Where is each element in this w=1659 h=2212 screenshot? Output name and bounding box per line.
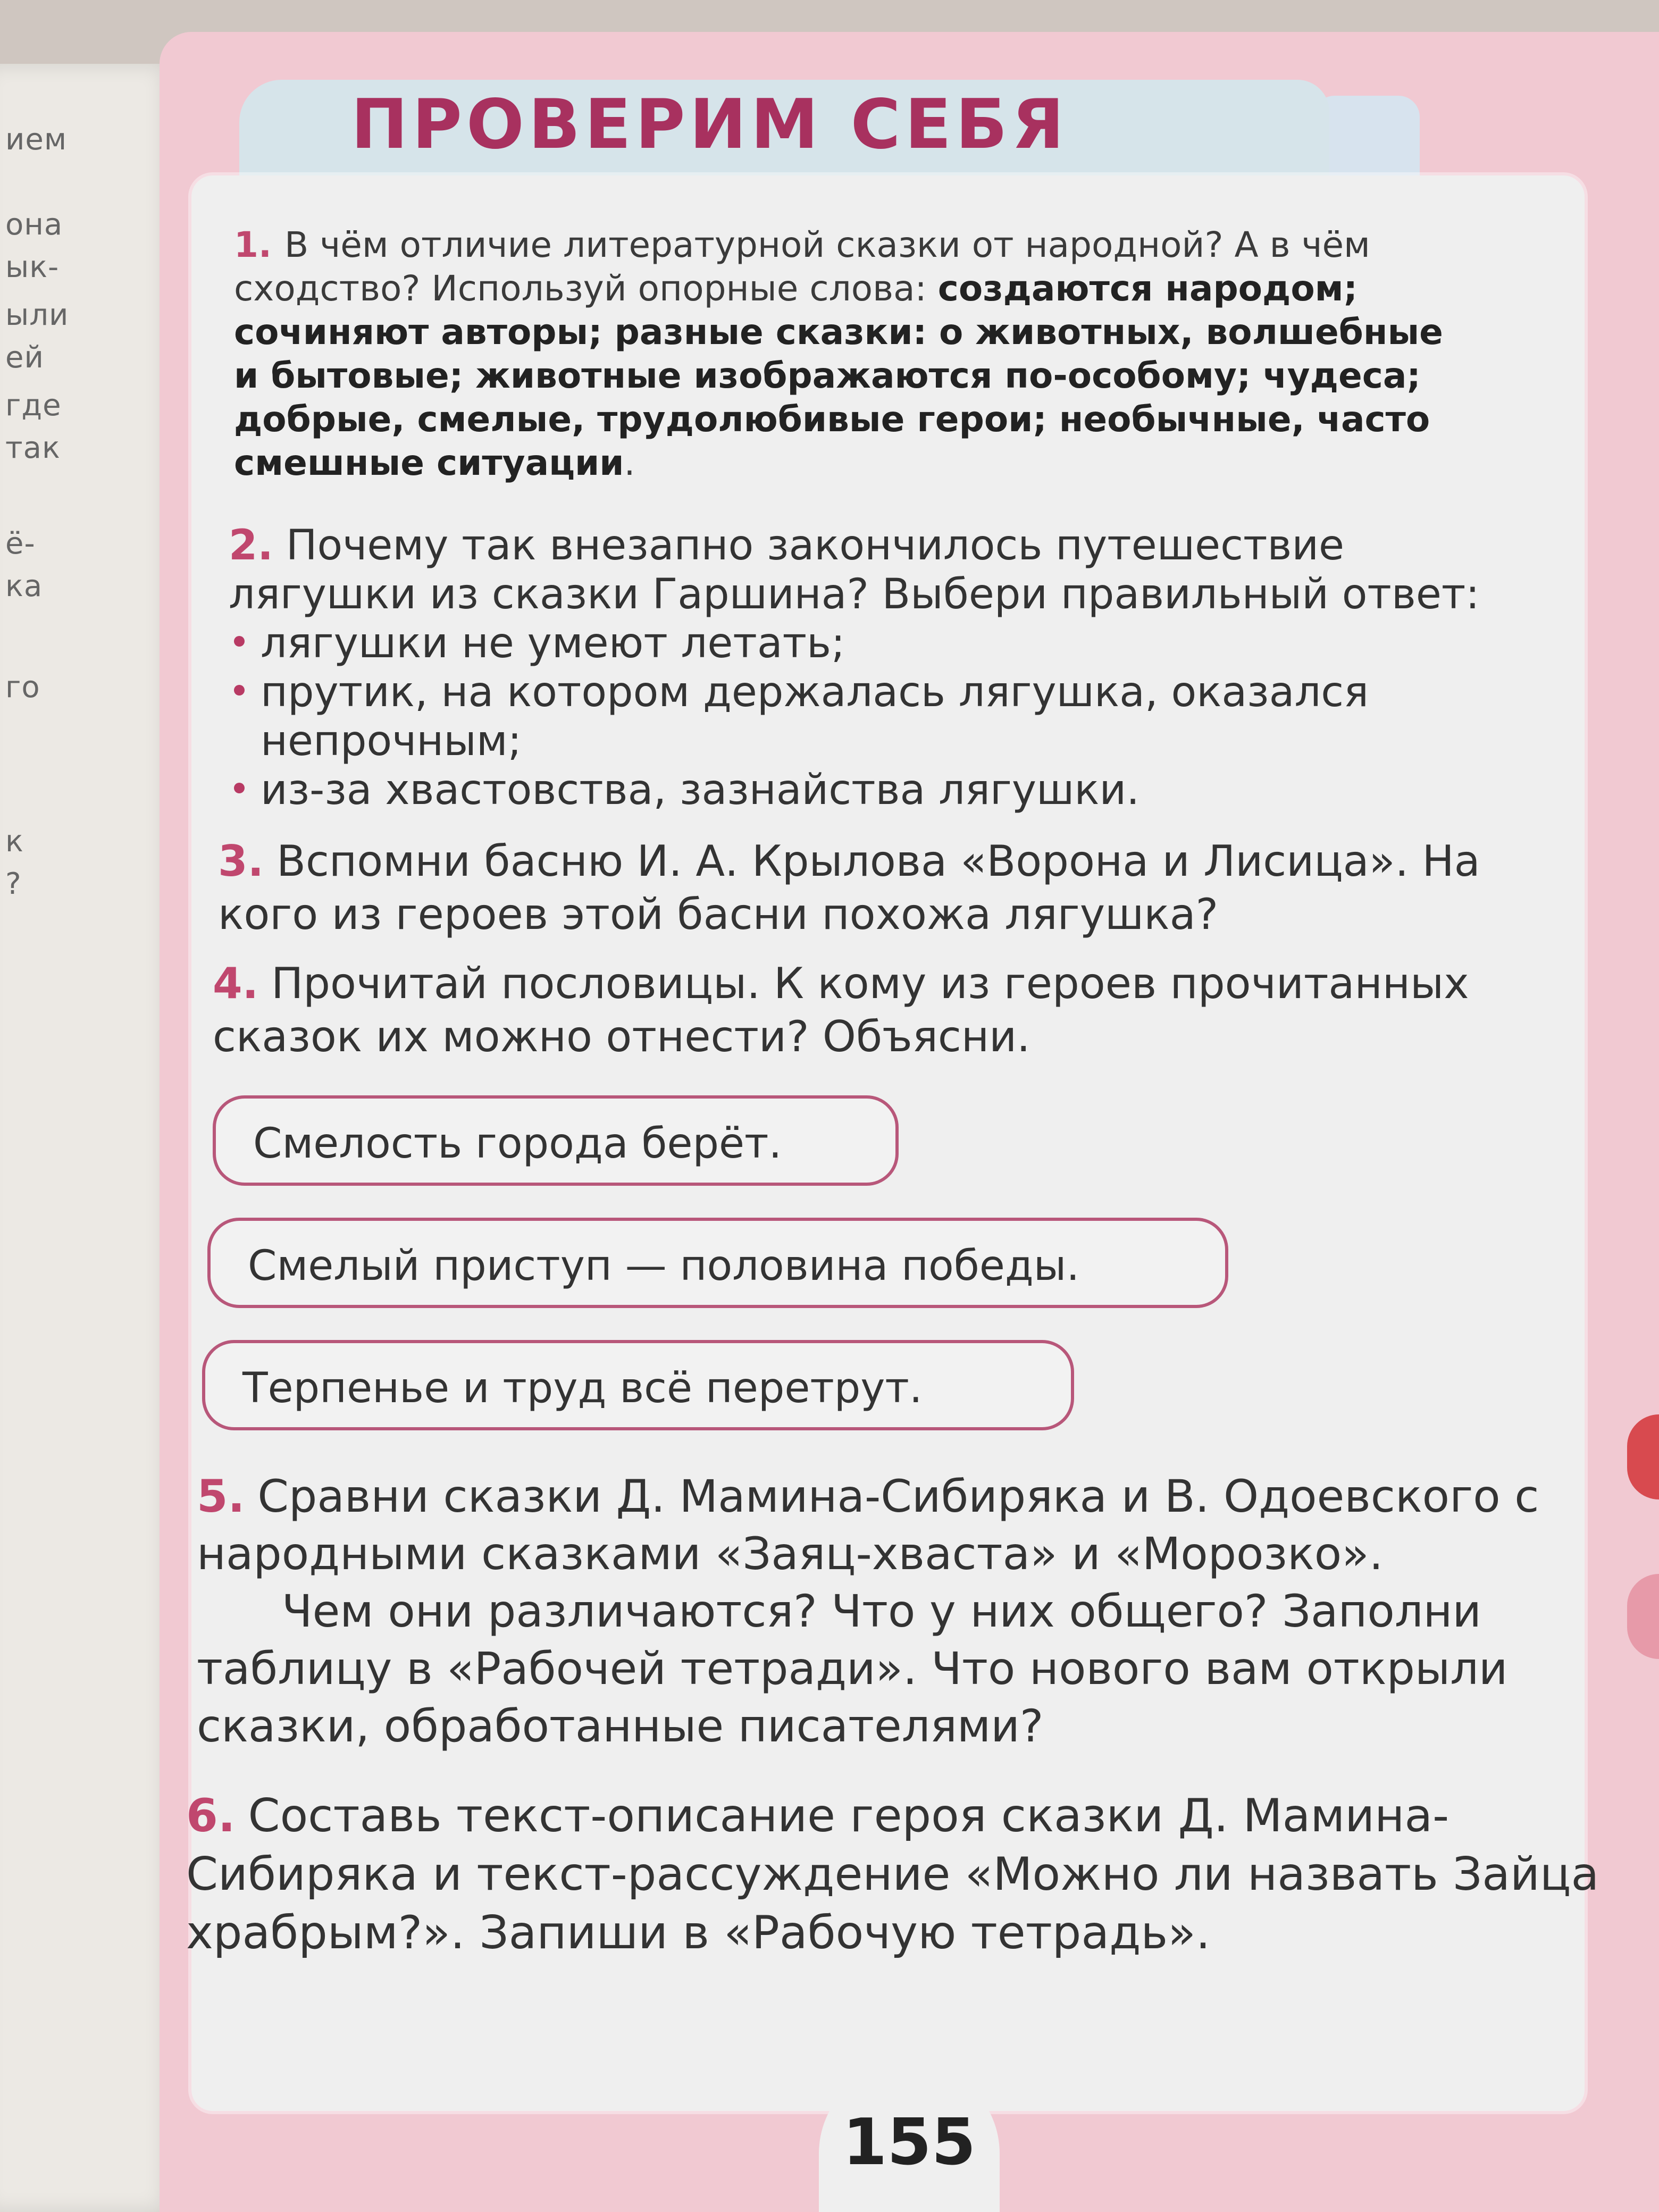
question-text-continued: Чем они различаются? Что у них общего? Заполни таблицу в «Рабочей тетради». Что нового вам открыли сказки, обработанные писателями? — [197, 1585, 1508, 1752]
question-4 — [213, 957, 1531, 1063]
page-number: 155 — [842, 2106, 976, 2180]
question-text: Составь текст-описание героя сказки Д. Мамина-Сибиряка и текст-рассуждение «Можно ли назвать Зайца храбрым?». Запиши в «Рабочую тетрадь». — [186, 1789, 1599, 1959]
proverb-box: Терпенье и труд всё перетрут. — [202, 1340, 1074, 1430]
answer-option: прутик, на котором держалась лягушка, оказался непрочным; — [229, 668, 1494, 766]
left-page-fragment: ей — [5, 340, 44, 375]
key-words: создаются народом; сочиняют авторы; разные сказки: о животных, волшебные и бытовые; животные изображаются по-особому; чудеса; добрые, смелые, трудолюбивые герои; необычные, часто смешные ситуации — [234, 268, 1443, 483]
left-page-fragment: ием — [5, 122, 68, 157]
question-number: 2. — [229, 522, 273, 569]
left-page-fragment: к — [5, 824, 24, 859]
left-page-fragment: ё- — [5, 526, 36, 561]
question-number: 5. — [197, 1470, 245, 1522]
proverb-box: Смелый приступ — половина победы. — [207, 1218, 1228, 1308]
question-text: Сравни сказки Д. Мамина-Сибиряка и В. Одоевского с народными сказками «Заяц-хваста» и «Морозко». — [197, 1470, 1539, 1580]
question-6 — [186, 1787, 1601, 1962]
left-page-fragment: ыли — [5, 298, 69, 332]
left-page — [0, 64, 181, 2212]
question-text: В чём отличие литературной сказки от народной? А в чём сходство? Используй опорные слова: — [234, 224, 1370, 309]
left-page-fragment: она — [5, 207, 63, 242]
question-text: Вспомни басню И. А. Крылова «Ворона и Лисица». На кого из героев этой басни похожа лягушка? — [218, 836, 1480, 939]
left-page-fragment: где — [5, 388, 62, 423]
question-5 — [197, 1468, 1579, 1755]
question-text-end: . — [624, 442, 635, 483]
left-page-fragment: го — [5, 670, 40, 705]
answer-option: лягушки не умеют летать; — [229, 619, 1494, 668]
left-page-fragment: ык- — [5, 250, 60, 284]
left-page-fragment: ? — [5, 867, 22, 901]
question-1 — [234, 223, 1473, 485]
left-page-fragment: так — [5, 431, 61, 465]
question-3 — [218, 835, 1505, 941]
question-number: 1. — [234, 224, 272, 265]
proverb-box: Смелость города берёт. — [213, 1095, 899, 1186]
left-page-fragment: ка — [5, 569, 43, 604]
question-2 — [229, 521, 1494, 815]
question-number: 4. — [213, 959, 259, 1008]
question-number: 3. — [218, 836, 264, 886]
page-title: ПРОВЕРИМ СЕБЯ — [351, 85, 1069, 164]
answer-option: из-за хвастовства, зазнайства лягушки. — [229, 766, 1494, 815]
question-number: 6. — [186, 1789, 236, 1842]
question-text: Почему так внезапно закончилось путешествие лягушки из сказки Гаршина? Выбери правильный ответ: — [229, 522, 1480, 618]
question-text: Прочитай пословицы. К кому из героев прочитанных сказок их можно отнести? Объясни. — [213, 959, 1469, 1061]
answer-options — [229, 619, 1494, 815]
